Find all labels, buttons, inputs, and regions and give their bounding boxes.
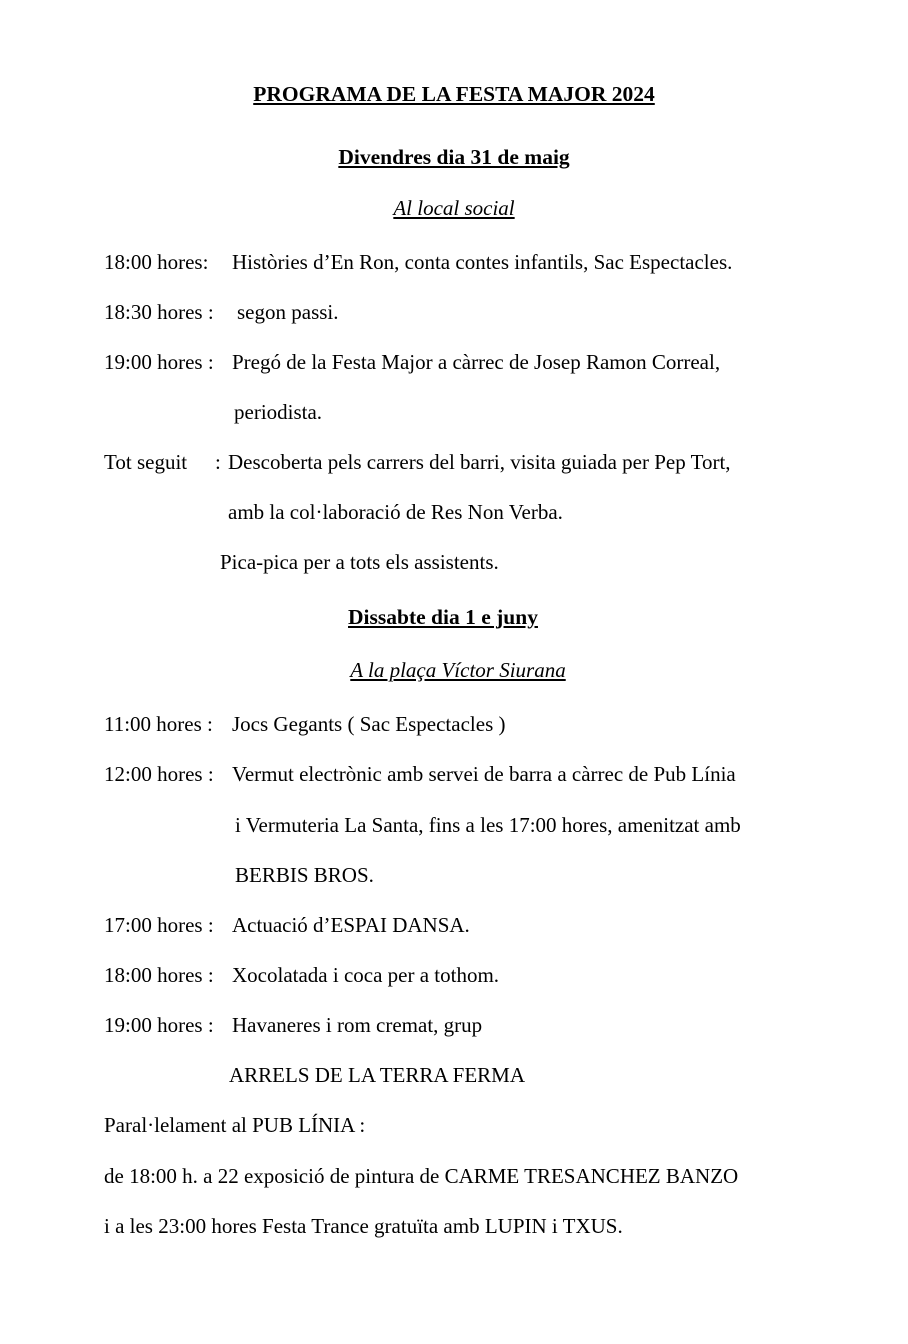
entry-continuation: periodista. xyxy=(234,400,323,424)
entry-text: Descoberta pels carrers del barri, visita guiada per Pep Tort, xyxy=(228,450,731,474)
entry-text: Vermut electrònic amb servei de barra a càrrec de Pub Línia xyxy=(232,762,736,786)
entry-time: 18:00 hores : xyxy=(104,963,214,987)
entry-continuation: i Vermuteria La Santa, fins a les 17:00 hores, amenitzat amb xyxy=(235,813,741,837)
entry-continuation: ARRELS DE LA TERRA FERMA xyxy=(229,1063,525,1087)
entry-text: segon passi. xyxy=(237,300,339,324)
entry-text: Jocs Gegants ( Sac Espectacles ) xyxy=(232,712,506,736)
entry-text: Històries d’En Ron, conta contes infantils, Sac Espectacles. xyxy=(232,250,733,274)
entry-time: 19:00 hores : xyxy=(104,350,214,374)
location-friday: Al local social xyxy=(393,196,515,220)
entry-time: 18:00 hores: xyxy=(104,250,209,274)
entry-separator: : xyxy=(215,450,221,474)
day-heading-friday: Divendres dia 31 de maig xyxy=(338,145,570,169)
entry-time: 17:00 hores : xyxy=(104,913,214,937)
location-saturday: A la plaça Víctor Siurana xyxy=(350,658,566,682)
entry-time: 12:00 hores : xyxy=(104,762,214,786)
entry-text: Havaneres i rom cremat, grup xyxy=(232,1013,483,1037)
parallel-line: i a les 23:00 hores Festa Trance gratuïta amb LUPIN i TXUS. xyxy=(104,1214,623,1238)
entry-text: Actuació d’ESPAI DANSA. xyxy=(232,913,470,937)
entry-continuation: Pica-pica per a tots els assistents. xyxy=(220,550,499,574)
entry-time: 19:00 hores : xyxy=(104,1013,214,1037)
entry-continuation: BERBIS BROS. xyxy=(235,863,374,887)
entry-time: 18:30 hores : xyxy=(104,300,214,324)
entry-time: 11:00 hores : xyxy=(104,712,213,736)
parallel-heading: Paral·lelament al PUB LÍNIA : xyxy=(104,1113,366,1137)
page-title: PROGRAMA DE LA FESTA MAJOR 2024 xyxy=(253,82,655,106)
entry-time: Tot seguit xyxy=(104,450,188,474)
entry-text: Pregó de la Festa Major a càrrec de Josep Ramon Correal, xyxy=(232,350,721,374)
parallel-line: de 18:00 h. a 22 exposició de pintura de CARME TRESANCHEZ BANZO xyxy=(104,1164,739,1188)
day-heading-saturday: Dissabte dia 1 e juny xyxy=(348,605,538,629)
entry-text: Xocolatada i coca per a tothom. xyxy=(232,963,500,987)
entry-continuation: amb la col·laboració de Res Non Verba. xyxy=(228,500,563,524)
